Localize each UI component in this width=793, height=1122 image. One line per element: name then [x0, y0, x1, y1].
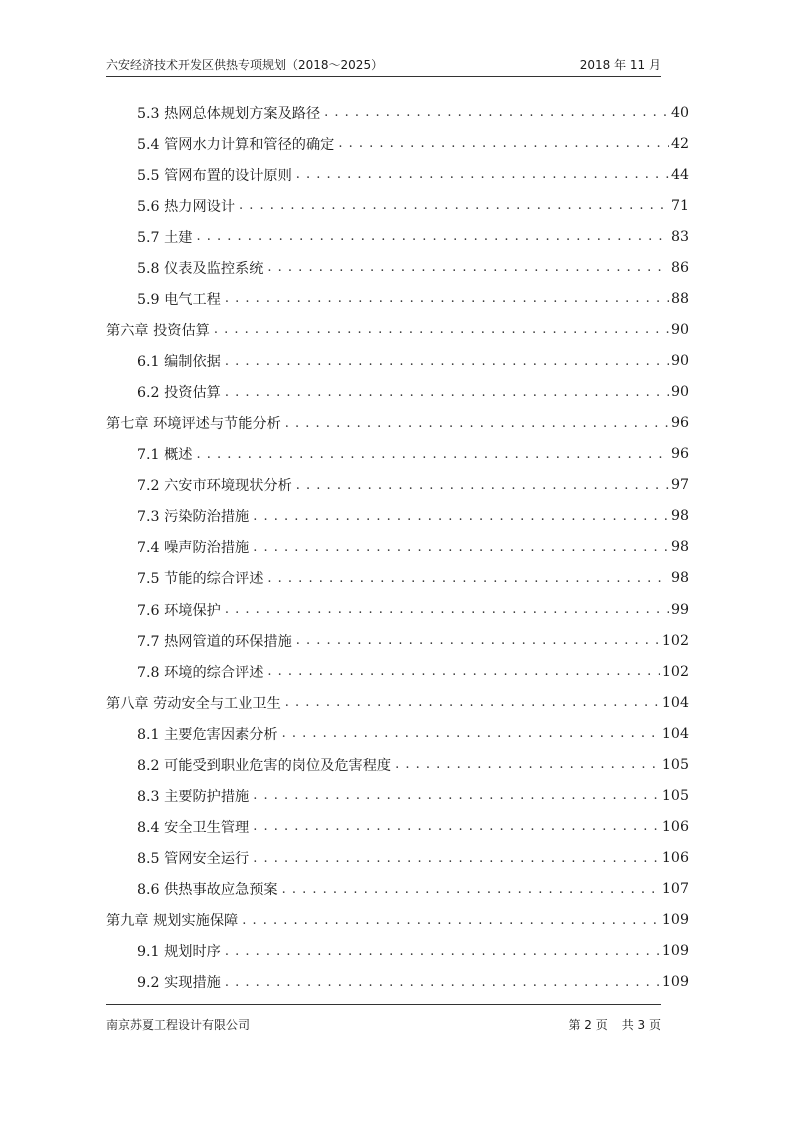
toc-entry[interactable]: [106, 874, 689, 905]
toc-entry-page: 109: [661, 943, 689, 960]
toc-entry-label: 5.5 管网布置的设计原则: [137, 167, 292, 184]
toc-entry-label: 7.8 环境的综合评述: [137, 664, 264, 681]
footer-rule: [106, 1004, 661, 1005]
toc-entry[interactable]: [106, 346, 689, 377]
toc-entry[interactable]: [106, 283, 689, 314]
toc-entry-page: 109: [661, 974, 689, 991]
toc-entry-label: 7.3 污染防治措施: [137, 509, 250, 526]
toc-entry-page: 88: [670, 290, 689, 307]
toc-entry-page: 98: [670, 539, 689, 556]
dot-leader: [196, 229, 668, 244]
toc-entry-label: 8.3 主要防护措施: [137, 788, 250, 805]
dot-leader: [395, 757, 660, 772]
dot-leader: [267, 664, 660, 679]
toc-entry-label: 5.6 热力网设计: [137, 198, 236, 215]
dot-leader: [253, 509, 669, 524]
dot-leader: [285, 416, 669, 431]
toc-entry-page: 98: [670, 508, 689, 525]
toc-entry-page: 105: [661, 787, 689, 804]
total-pages: 共 3 页: [621, 1018, 661, 1032]
dot-leader: [253, 788, 660, 803]
toc-entry[interactable]: [106, 128, 689, 159]
toc-entry-label: 8.2 可能受到职业危害的岗位及危害程度: [137, 757, 392, 774]
toc-entry-label: 7.4 噪声防治措施: [137, 540, 250, 557]
dot-leader: [225, 291, 669, 306]
toc-entry[interactable]: [106, 967, 689, 998]
dot-leader: [225, 602, 669, 617]
toc-entry-label: 8.5 管网安全运行: [137, 851, 250, 868]
toc-entry-page: 104: [661, 694, 689, 711]
table-of-contents: [106, 97, 689, 998]
toc-entry-label: 6.2 投资估算: [137, 385, 221, 402]
company-name: 南京苏夏工程设计有限公司: [106, 1018, 251, 1032]
toc-entry-page: 96: [670, 446, 689, 463]
toc-entry-label: 5.7 土建: [137, 229, 193, 246]
header-rule: [106, 76, 661, 77]
toc-entry[interactable]: [106, 563, 689, 594]
dot-leader: [239, 198, 669, 213]
toc-entry-page: 90: [670, 321, 689, 338]
dot-leader: [196, 447, 668, 462]
toc-entry[interactable]: [106, 718, 689, 749]
toc-entry-label: 5.4 管网水力计算和管径的确定: [137, 136, 335, 153]
document-title: 六安经济技术开发区供热专项规划（2018～2025）: [106, 58, 384, 72]
toc-entry[interactable]: [106, 252, 689, 283]
toc-entry[interactable]: [106, 97, 689, 128]
toc-entry-page: 106: [661, 850, 689, 867]
toc-entry-label: 第八章 劳动安全与工业卫生: [106, 695, 281, 712]
toc-entry-label: 5.9 电气工程: [137, 291, 221, 308]
toc-entry-label: 第六章 投资估算: [106, 322, 210, 339]
toc-entry-page: 44: [670, 166, 689, 183]
toc-entry[interactable]: [106, 749, 689, 780]
toc-entry-page: 83: [670, 228, 689, 245]
toc-entry[interactable]: [106, 625, 689, 656]
dot-leader: [214, 322, 669, 337]
toc-entry-label: 7.7 热网管道的环保措施: [137, 633, 292, 650]
toc-entry[interactable]: [106, 905, 689, 936]
current-page: 第 2 页: [568, 1018, 608, 1032]
toc-entry-page: 102: [661, 632, 689, 649]
dot-leader: [225, 354, 669, 369]
toc-entry-page: 86: [670, 259, 689, 276]
toc-entry[interactable]: [106, 408, 689, 439]
toc-entry-label: 9.2 实现措施: [137, 975, 221, 992]
toc-entry[interactable]: [106, 190, 689, 221]
dot-leader: [267, 571, 669, 586]
toc-entry-page: 106: [661, 818, 689, 835]
toc-entry-label: 8.4 安全卫生管理: [137, 819, 250, 836]
toc-entry-page: 90: [670, 384, 689, 401]
toc-entry-page: 42: [670, 135, 689, 152]
toc-entry[interactable]: [106, 159, 689, 190]
page-indicator: [568, 1016, 661, 1033]
toc-entry-page: 40: [670, 104, 689, 121]
dot-leader: [296, 633, 660, 648]
toc-entry[interactable]: [106, 439, 689, 470]
toc-entry-page: 71: [670, 197, 689, 214]
toc-entry-label: 第九章 规划实施保障: [106, 913, 239, 930]
toc-entry[interactable]: [106, 470, 689, 501]
toc-entry-page: 99: [670, 601, 689, 618]
toc-entry-label: 第七章 环境评述与节能分析: [106, 416, 281, 433]
toc-entry-label: 9.1 规划时序: [137, 944, 221, 961]
dot-leader: [296, 478, 669, 493]
dot-leader: [282, 882, 660, 897]
toc-entry-page: 98: [670, 570, 689, 587]
toc-entry[interactable]: [106, 687, 689, 718]
dot-leader: [253, 819, 660, 834]
toc-entry-page: 96: [670, 415, 689, 432]
toc-entry-label: 8.1 主要危害因素分析: [137, 726, 278, 743]
toc-entry-label: 7.1 概述: [137, 447, 193, 464]
toc-entry[interactable]: [106, 377, 689, 408]
toc-entry-page: 107: [661, 881, 689, 898]
toc-entry[interactable]: [106, 656, 689, 687]
toc-entry-label: 6.1 编制依据: [137, 354, 221, 371]
dot-leader: [242, 913, 660, 928]
toc-entry-page: 102: [661, 663, 689, 680]
dot-leader: [267, 260, 669, 275]
dot-leader: [253, 851, 660, 866]
toc-entry[interactable]: [106, 532, 689, 563]
toc-entry[interactable]: [106, 843, 689, 874]
toc-entry-label: 7.6 环境保护: [137, 602, 221, 619]
toc-entry-page: 104: [661, 725, 689, 742]
toc-entry[interactable]: [106, 221, 689, 252]
document-date: 2018 年 11 月: [579, 58, 661, 72]
toc-entry-label: 7.2 六安市环境现状分析: [137, 478, 292, 495]
dot-leader: [324, 105, 669, 120]
toc-entry-label: 7.5 节能的综合评述: [137, 571, 264, 588]
toc-entry-label: 5.8 仪表及监控系统: [137, 260, 264, 277]
toc-entry-page: 97: [670, 477, 689, 494]
toc-entry[interactable]: [106, 501, 689, 532]
toc-entry[interactable]: [106, 780, 689, 811]
dot-leader: [225, 944, 660, 959]
dot-leader: [296, 167, 669, 182]
toc-entry-label: 5.3 热网总体规划方案及路径: [137, 105, 321, 122]
toc-entry-page: 105: [661, 756, 689, 773]
toc-entry[interactable]: [106, 594, 689, 625]
toc-entry-page: 109: [661, 912, 689, 929]
toc-entry-label: 8.6 供热事故应急预案: [137, 882, 278, 899]
dot-leader: [225, 975, 660, 990]
dot-leader: [282, 726, 660, 741]
toc-entry[interactable]: [106, 314, 689, 345]
dot-leader: [225, 385, 669, 400]
toc-entry-page: 90: [670, 353, 689, 370]
dot-leader: [253, 540, 669, 555]
toc-entry[interactable]: [106, 936, 689, 967]
toc-entry[interactable]: [106, 811, 689, 842]
dot-leader: [338, 136, 669, 151]
dot-leader: [285, 695, 660, 710]
